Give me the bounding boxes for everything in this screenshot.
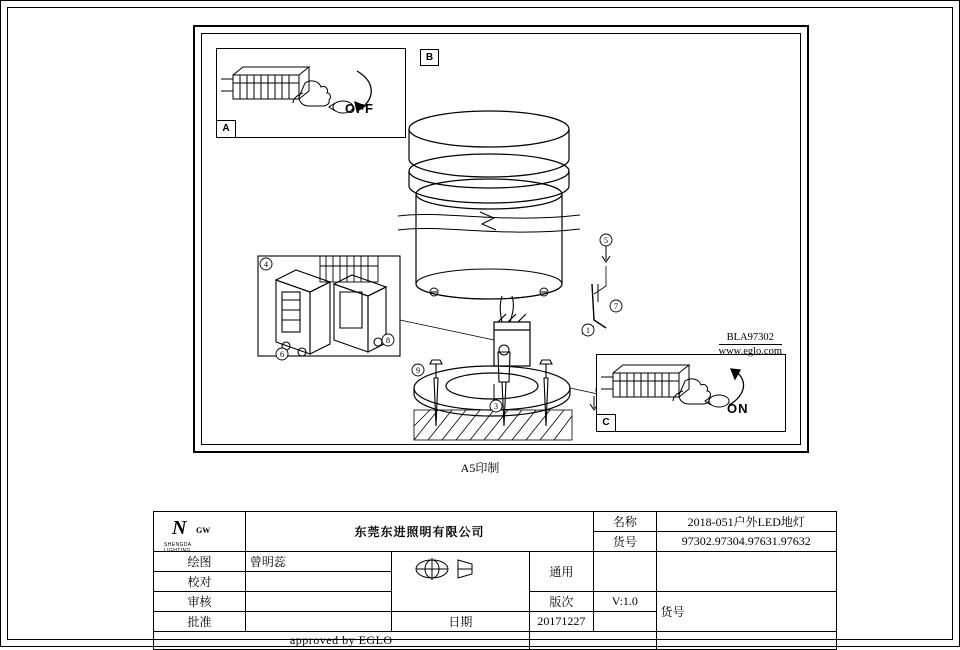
row-value-approve [245,612,391,632]
row-label-approve: 批准 [154,612,246,632]
generic-code-label-cell [656,592,836,632]
product-name-value: 2018-051户外LED地灯 [656,512,836,532]
logo-text-line2: LIGHTING [164,548,191,554]
logo-sub: GW [196,525,211,535]
row-value-review [245,592,391,612]
logo-text-line1: SHENGDA [164,542,192,548]
date-value: 20171227 [529,612,594,632]
switch-off-illustration [217,49,403,135]
detail-panel-c [596,354,786,432]
svg-text:3: 3 [494,402,498,411]
name-label: 名称 [594,512,656,532]
company-logo [154,512,246,552]
company-name: 东莞东进照明有限公司 [245,512,593,552]
generic-code-value [594,552,656,592]
date-label: 日期 [392,612,529,632]
svg-text:6: 6 [280,350,284,359]
print-note: A5印制 [460,461,500,475]
switch-on-illustration [597,355,783,429]
version-value: V:1.0 [594,592,656,612]
panel-a-tag: A [216,120,236,138]
main-drawing-panel [193,25,809,453]
panel-c-tag: C [596,414,616,432]
brand-code: BLA97302 [719,331,782,345]
switch-off-label: OFF [345,101,374,116]
svg-text:5: 5 [604,236,608,245]
row-value-check [245,572,391,592]
svg-text:9: 9 [416,366,420,375]
row-label-draw: 绘图 [154,552,246,572]
svg-text:1: 1 [586,326,590,335]
brand-note [719,331,782,358]
logo-mark: N [172,516,187,539]
row-label-check: 校对 [154,572,246,592]
brand-url: www.eglo.com [718,346,782,357]
product-code-value: 97302.97304.97631.97632 [656,532,836,552]
projection-symbol [392,552,529,612]
row-value-draw: 曾明蕊 [245,552,391,572]
svg-text:4: 4 [264,260,268,269]
panel-b-tag: B [420,49,439,66]
code-label: 货号 [594,532,656,552]
version-label: 版次 [529,592,594,612]
svg-text:7: 7 [614,302,618,311]
approved-by: approved by EGLO [154,632,530,650]
generic-code-label: 货号 [660,605,685,619]
title-block [153,511,837,650]
svg-text:8: 8 [386,336,390,345]
row-label-review: 审核 [154,592,246,612]
table-row [154,552,837,572]
table-row [154,512,837,532]
detail-panel-a [216,48,406,138]
switch-on-label: ON [727,401,749,416]
main-drawing-inner-border [201,33,801,445]
generic-label: 通用 [529,552,594,592]
